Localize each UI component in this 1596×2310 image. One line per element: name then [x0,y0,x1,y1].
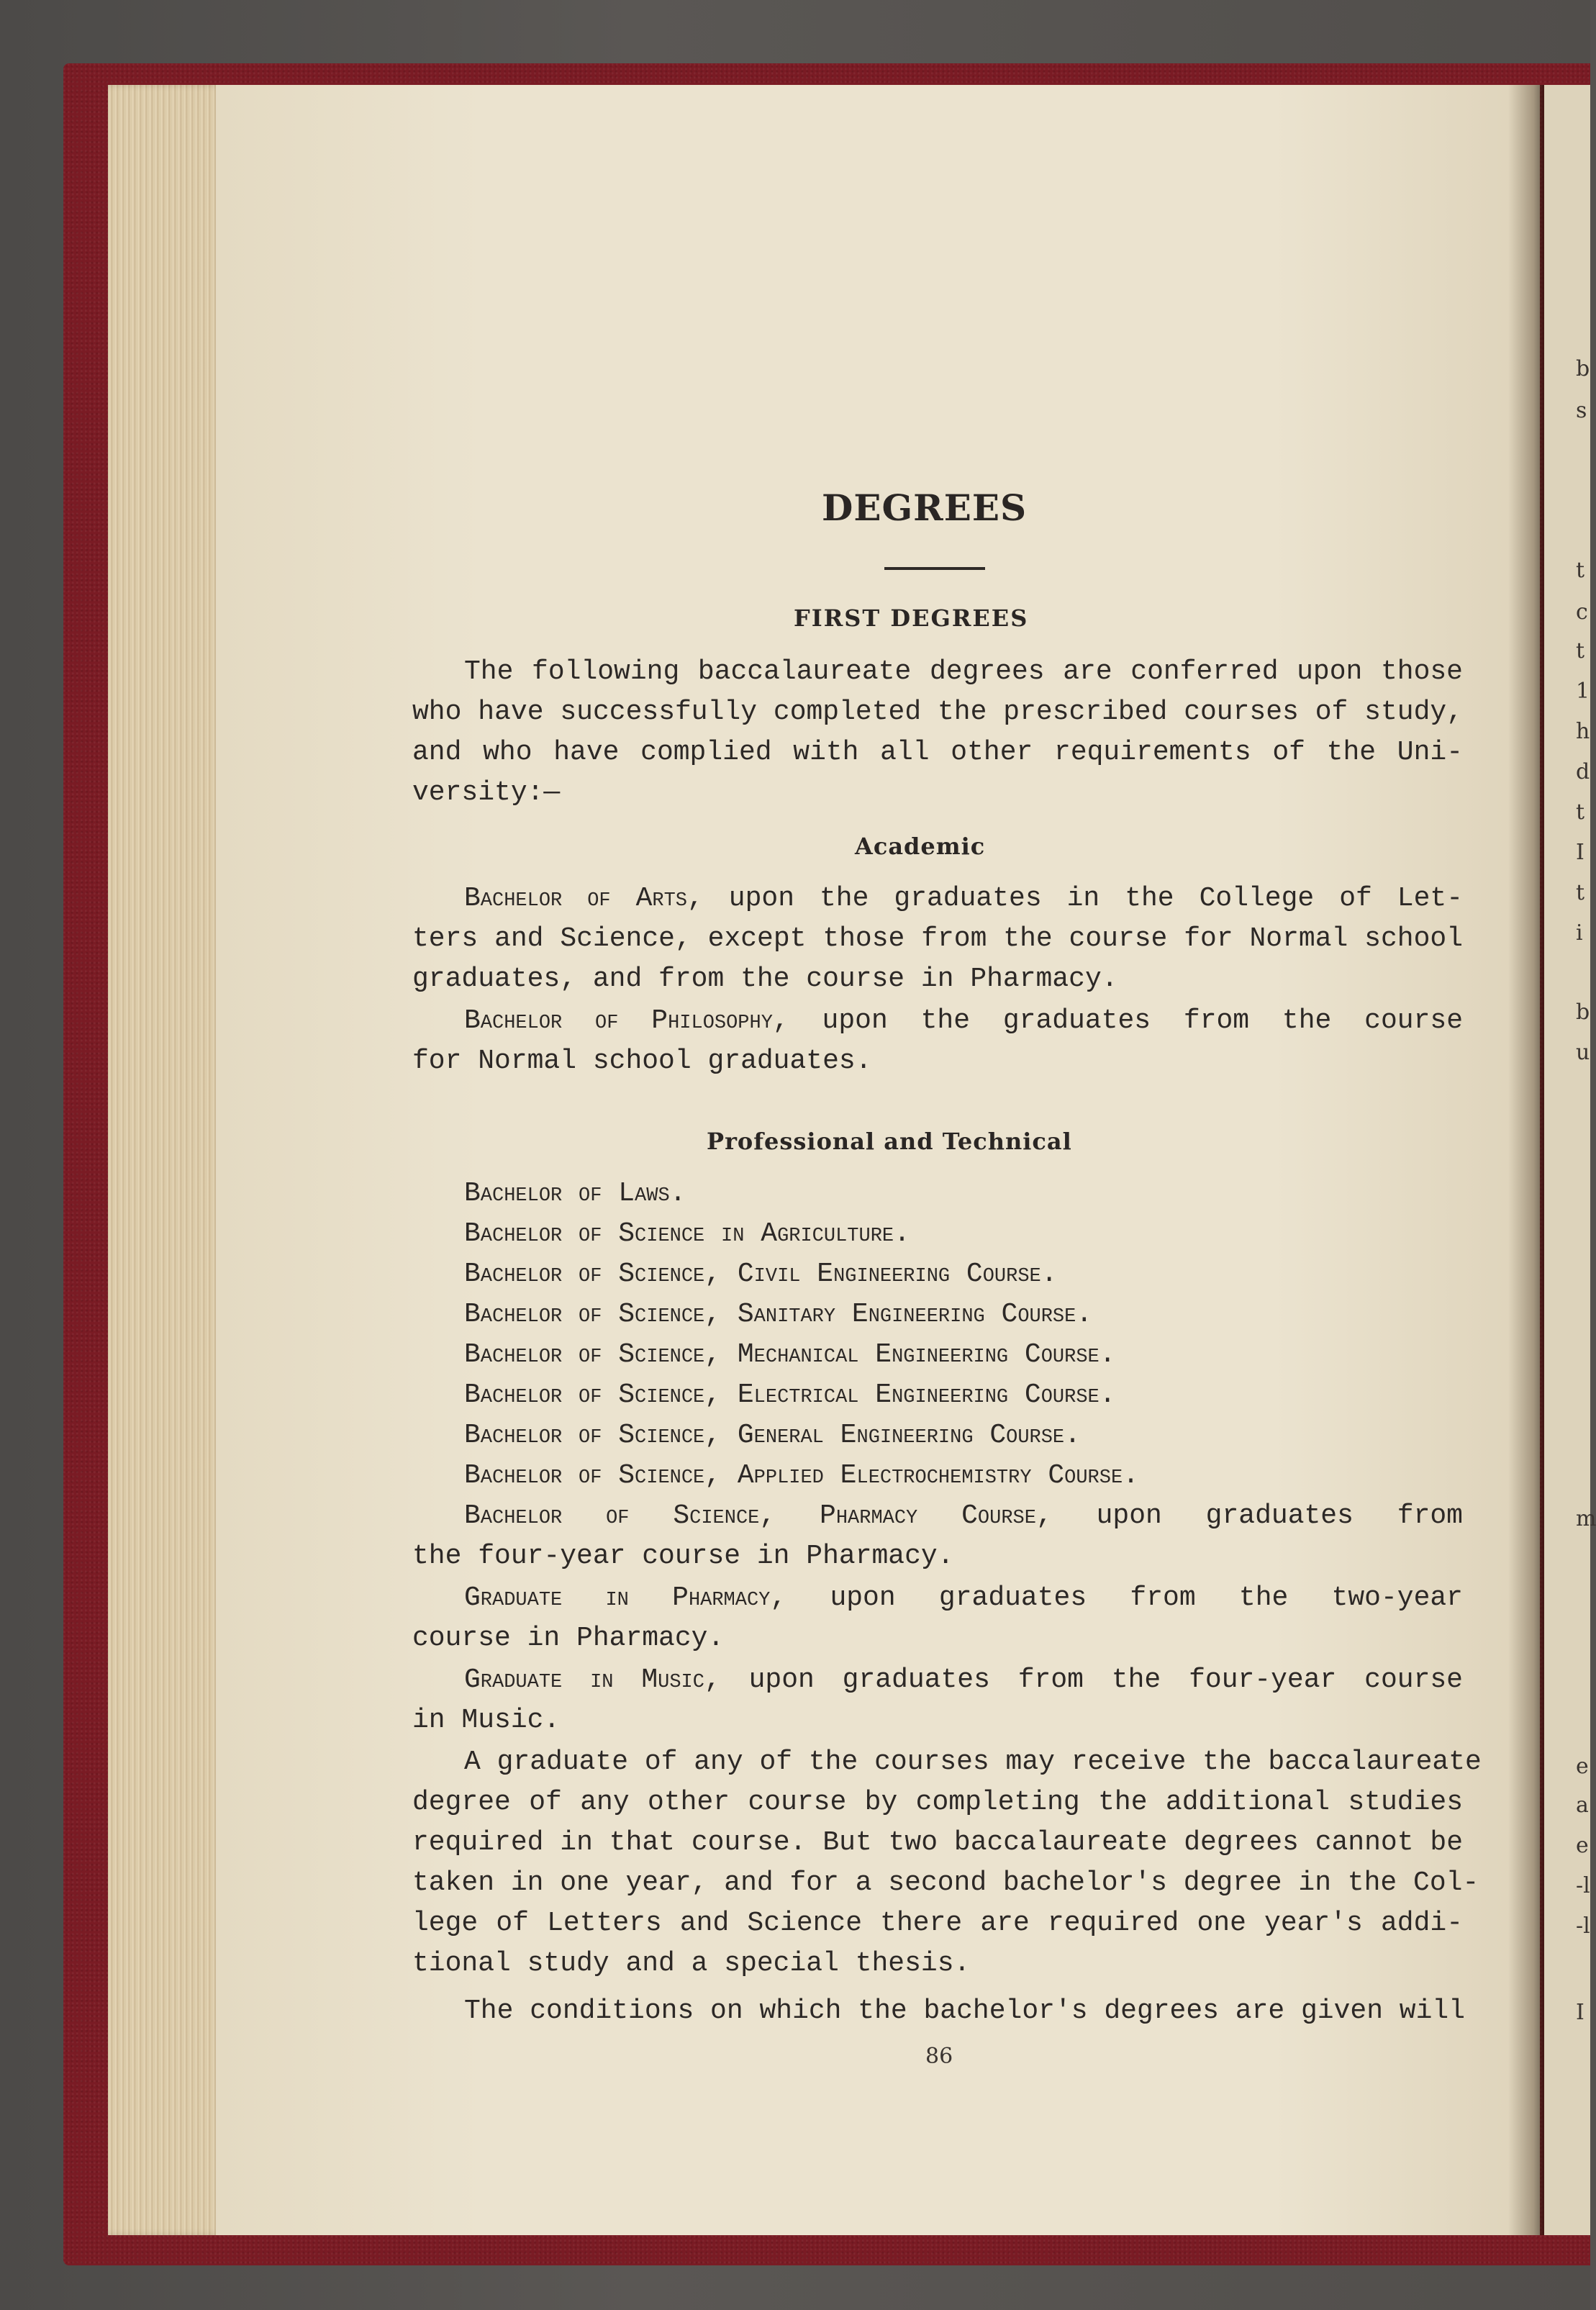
academic-heading: Academic [855,833,986,860]
facing-fragment: h [1576,719,1590,744]
facing-fragment: -l [1576,1873,1590,1898]
facing-fragment: I [1576,2000,1584,2025]
degree-name: Bachelor of Science, Pharmacy Course [464,1500,1036,1531]
philosophy-line [464,1007,1463,1035]
facing-fragment: u [1576,1040,1590,1065]
arts-line [464,885,1463,912]
closing-line: taken in one year, and for a second bachelor's degree in the Col- [412,1867,1479,1898]
degree-item: Bachelor of Science in Agriculture. [464,1218,910,1249]
facing-fragment: d [1576,759,1590,784]
degree-item: Bachelor of Laws. [464,1178,686,1209]
section-heading: FIRST DEGREES [794,604,1029,632]
page-edges [108,85,223,2235]
degree-description: , upon graduates from the four-year course [704,1664,1463,1695]
facing-fragment: -l [1576,1913,1590,1939]
degree-item: Bachelor of Science, Civil Engineering Course. [464,1259,1058,1290]
degree-item: Bachelor of Science, Applied Electrochemistry Course. [464,1460,1139,1491]
arts-line: graduates, and from the course in Pharmacy. [412,964,1118,995]
degree-description: , upon the graduates from the course [772,1005,1463,1036]
page-gutter [1508,85,1544,2235]
graduate-music-line: in Music. [412,1705,561,1736]
pharmacy-course-line [464,1500,1463,1531]
facing-fragment: m [1576,1506,1596,1531]
facing-fragment: c [1576,599,1588,625]
closing-line: degree of any other course by completing the additional studies [412,1787,1463,1818]
closing-line: tional study and a special thesis. [412,1948,971,1979]
degree-name: Graduate in Pharmacy [464,1582,771,1613]
title-rule [884,567,985,570]
page-title: DEGREES [822,486,1028,529]
degree-name: Bachelor of Philosophy [464,1005,773,1036]
graduate-pharmacy-line [464,1582,1463,1613]
degree-description: , upon graduates from the two-year [770,1582,1463,1613]
degree-name: Graduate in Music [464,1664,704,1695]
intro-line: who have successfully completed the prescribed courses of study, [412,697,1463,728]
facing-fragment: i [1576,920,1583,946]
closing-line: A graduate of any of the courses may receive the baccalaureate [464,1747,1482,1777]
intro-line: and who have complied with all other requirements of the Uni- [412,737,1463,768]
facing-fragment: e [1576,1754,1589,1779]
degree-description: , upon graduates from [1035,1500,1463,1531]
pharmacy-course-line: the four-year course in Pharmacy. [412,1541,954,1572]
graduate-music-line [464,1664,1463,1695]
page-number: 86 [925,2044,953,2069]
intro-line: versity:— [412,777,561,808]
degree-item: Bachelor of Science, Electrical Engineering Course. [464,1380,1116,1410]
facing-fragment: 1 [1576,679,1590,704]
degree-description: , upon the graduates in the College of Let- [687,883,1464,914]
facing-fragment: a [1576,1793,1589,1818]
facing-fragment: t [1576,558,1585,583]
degree-item: Bachelor of Science, Sanitary Engineering Course. [464,1299,1093,1330]
degree-name: Bachelor of Arts [464,883,688,914]
facing-fragment: b [1576,1000,1590,1025]
last-line: The conditions on which the bachelor's degrees are given will [464,1996,1466,2026]
arts-line: ters and Science, except those from the course for Normal school [412,923,1463,954]
professional-heading: Professional and Technical [707,1128,1072,1155]
philosophy-line: for Normal school graduates. [412,1046,872,1077]
facing-fragment: t [1576,880,1585,905]
facing-fragment: t [1576,638,1585,663]
closing-line: required in that course. But two baccalaureate degrees cannot be [412,1827,1463,1858]
closing-line: lege of Letters and Science there are required one year's addi- [412,1908,1463,1939]
graduate-pharmacy-line: course in Pharmacy. [412,1623,725,1654]
facing-fragment: e [1576,1833,1589,1858]
degree-item: Bachelor of Science, Mechanical Engineering Course. [464,1339,1116,1370]
facing-fragment: b [1576,356,1590,381]
facing-fragment: t [1576,800,1585,825]
intro-line: The following baccalaureate degrees are conferred upon those [464,656,1463,687]
facing-fragment: I [1576,840,1584,865]
degree-item: Bachelor of Science, General Engineering Course. [464,1420,1081,1451]
facing-fragment: s [1576,398,1587,423]
